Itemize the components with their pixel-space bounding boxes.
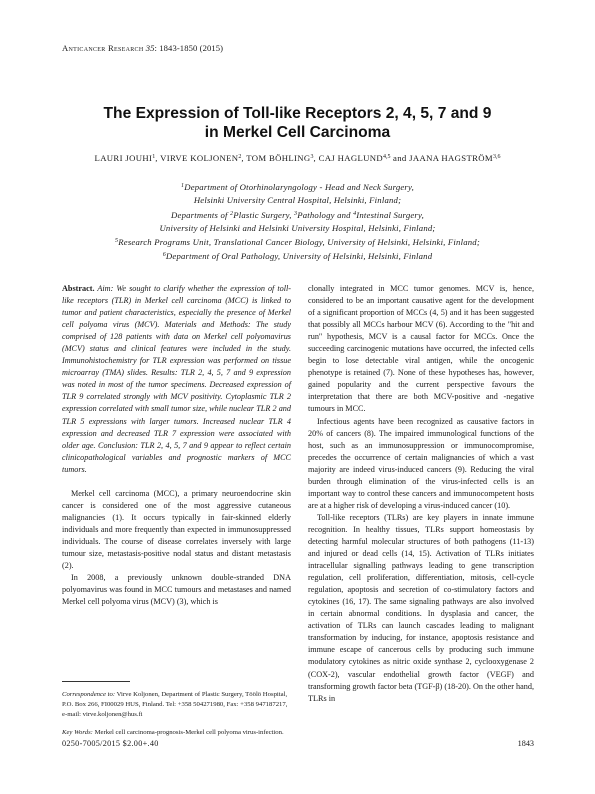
author-name: CAJ HAGLUND [318, 153, 383, 163]
body-paragraph: Infectious agents have been recognized as causative factors in 20% of cancers (8). The impaired immunological functions of the host, such as an immunosuppression or immunocompromise, precedes the occurrence of certain malignancies of which a vast majority are indeed virus-induced cancers (9). Reducing the viral burden through elimination of the virus-infected cells is an important way to control these cancers and immunocompetent hosts are at a higher risk of developing a virus-induced cancer (10). [308, 416, 534, 510]
affiliation-text: Departments of [171, 209, 231, 220]
issn-line: 0250-7005/2015 $2.00+.40 [62, 739, 159, 748]
article-title-line-2: in Merkel Cell Carcinoma [204, 124, 391, 141]
affiliation-text: Intestinal Surgery, [356, 209, 424, 220]
affiliation-marker: 6 [162, 252, 166, 259]
affiliation-line [50, 194, 545, 207]
left-column [62, 283, 291, 608]
keywords-text: Merkel cell carcinoma-prognosis-Merkel cell polyoma virus-infection. [92, 729, 284, 736]
body-paragraph: clonally integrated in MCC tumor genomes. MCV is, hence, considered to be an important causative agent for the development of a significant proportion of MCCs (4, 5) and it has been suggested that possibly all MCCs harbour MCV (6). According to the "hit and run" hypothesis, MCV is a causal factor for MCCs. Once the succeeding carcinogenic mutations have occurred, the infected cells begin to lose detectable viral antigen, while the oncogenic phenotype is retained (7). None of these hypotheses has, however, gained popularity and the current perspective favours the interpretation that there are both MCV-positive and -negative tumours in MCC. [308, 284, 534, 414]
page-number: 1843 [517, 739, 534, 748]
right-column [308, 283, 534, 705]
correspondence-note [62, 690, 291, 720]
affiliation-marker: 4 [353, 210, 357, 217]
author-affiliation-marker: 3,6 [492, 154, 501, 160]
author-separator: , [241, 153, 247, 163]
abstract-label: Abstract. [62, 284, 95, 293]
affiliation-text: Pathology and [297, 209, 354, 220]
correspondence-text: Virve Koljonen, Department of Plastic Surgery, Töölö Hospital, P.O. Box 266, FI00029 HUS, Finland. Tel: +358 504271980, Fax: +358 947187217, e-mail: virve.koljonen@hus.fi [62, 691, 288, 718]
abstract [62, 283, 291, 476]
running-head [62, 43, 223, 53]
affiliation-marker: 1 [181, 183, 185, 189]
affiliation-line [50, 249, 545, 263]
affiliation-line [50, 235, 545, 249]
author-separator: , [155, 153, 161, 163]
body-paragraph: Toll-like receptors (TLRs) are key players in innate immune recognition. In healthy tissues, TLRs support homeostasis by detecting harmful molecular structures of both pathogens (11-13) and injured or dead cells (14, 15). Activation of TLRs initiates intracellular signalling pathways leading to gene transcription regulation, cell proliferation, differentiation, mitosis, cell-cycle regulation, apoptosis and secretion of co-stimulatory factors and cytokines (16, 17). The same signaling pathways are also involved in certain abnormal conditions. In dysplasia and cancer, the activation of TLRs can launch cascades leading to malignant transformation by inducing, for instance, apoptosis resistance and immune escape of cancerous cells by producing such immune modulatory cytokines as nitric oxide synthase 2, cyclooxygenase 2 (COX-2), vascular endothelial growth factor (VEGF) and transforming growth factor beta (TGF-β) (18-20). On the other hand, TLRs in [308, 512, 534, 703]
article-title-line-1: The Expression of Toll-like Receptors 2, 4, 5, 7 and 9 [103, 105, 492, 122]
affiliation-line [50, 180, 545, 194]
author-affiliation-marker: 2 [238, 154, 242, 160]
affiliation-text: University of Helsinki and Helsinki University Hospital, Helsinki, Finland; [159, 222, 436, 233]
journal-name: Anticancer Research [62, 43, 144, 53]
affiliation-marker: 3 [293, 210, 298, 217]
affiliation-text: Department of Oral Pathology, University of Helsinki, Helsinki, Finland [165, 251, 433, 262]
affiliation-text: Plastic Surgery, [233, 209, 294, 220]
journal-pages: : 1843-1850 (2015) [154, 43, 224, 53]
author-affiliation-marker: 1 [152, 154, 156, 160]
author-separator: , [313, 153, 319, 163]
footnote [62, 690, 291, 738]
author-name: VIRVE KOLJONEN [160, 153, 239, 163]
affiliation-marker: 5 [115, 238, 119, 245]
affiliation-text: Department of Otorhinolaryngology - Head and Neck Surgery, [184, 182, 414, 192]
body-paragraph: Merkel cell carcinoma (MCC), a primary neuroendocrine skin cancer is considered one of the most aggressive cutaneous malignancies (1). It occurs typically in fair-skinned elderly individuals and more frequently than expected in immunosuppressed individuals. The course of disease correlates inversely with large tumour size, metastasis-positive nodal status and distant metastasis (2). [62, 488, 291, 571]
abstract-text: Aim: We sought to clarify whether the expression of toll-like receptors (TLR) in Merkel cell carcinoma (MCC) is linked to tumor and patient characteristics, especially the presence of Merkel cell polyoma virus (MCV). Materials and Methods: The study comprised of 128 patients with data on Merkel cell polyomavirus (MCV) status and clinical features were included in the study. Immunohistochemistry for TLR expression was performed on tissue microarray (TMA) slides. Results: TLR 2, 4, 5, 7 and 9 expression was noted in most of the tumor specimens. Decreased expression of TLR 9 correlated strongly with MCV positivity. Cytoplasmic TLR 2 expression correlated with small tumor size, while nuclear TLR 2 and TLR 5 expressions with larger tumors. Increased nuclear TLR 4 expression and decreased TLR 7 expression were associated with older age. Conclusion: TLR 2, 4, 5, 7 and 9 appear to reflect certain clinicopathological variables and prognostic markers of MCC tumors. [62, 284, 291, 474]
affiliation-line [50, 222, 545, 235]
keywords-note [62, 728, 291, 738]
author-name: TOM BÖHLING [246, 153, 311, 163]
body-paragraph: In 2008, a previously unknown double-stranded DNA polyomavirus was found in MCC tumours and metastases and named Merkel cell polyoma virus (MCV) (3), which is [62, 573, 291, 607]
footnote-rule [62, 681, 130, 682]
journal-volume: 35 [145, 43, 155, 53]
author-list [50, 153, 545, 163]
affiliations [50, 180, 545, 264]
correspondence-label: Correspondence to: [62, 691, 116, 698]
affiliation-text: Research Programs Unit, Translational Cancer Biology, University of Helsinki, Helsinki, Finland; [118, 237, 480, 248]
author-name: LAURI JOUHI [94, 153, 153, 163]
keywords-label: Key Words: [62, 729, 93, 736]
article-title [50, 104, 545, 142]
author-affiliation-marker: 3 [310, 154, 314, 160]
author-name: JAANA HAGSTRÖM [409, 153, 493, 163]
affiliation-text: Helsinki University Central Hospital, Helsinki, Finland; [193, 195, 402, 206]
affiliation-marker: 2 [230, 210, 234, 217]
affiliation-line [50, 208, 545, 222]
author-affiliation-marker: 4,5 [383, 154, 391, 160]
author-separator: and [390, 153, 410, 163]
